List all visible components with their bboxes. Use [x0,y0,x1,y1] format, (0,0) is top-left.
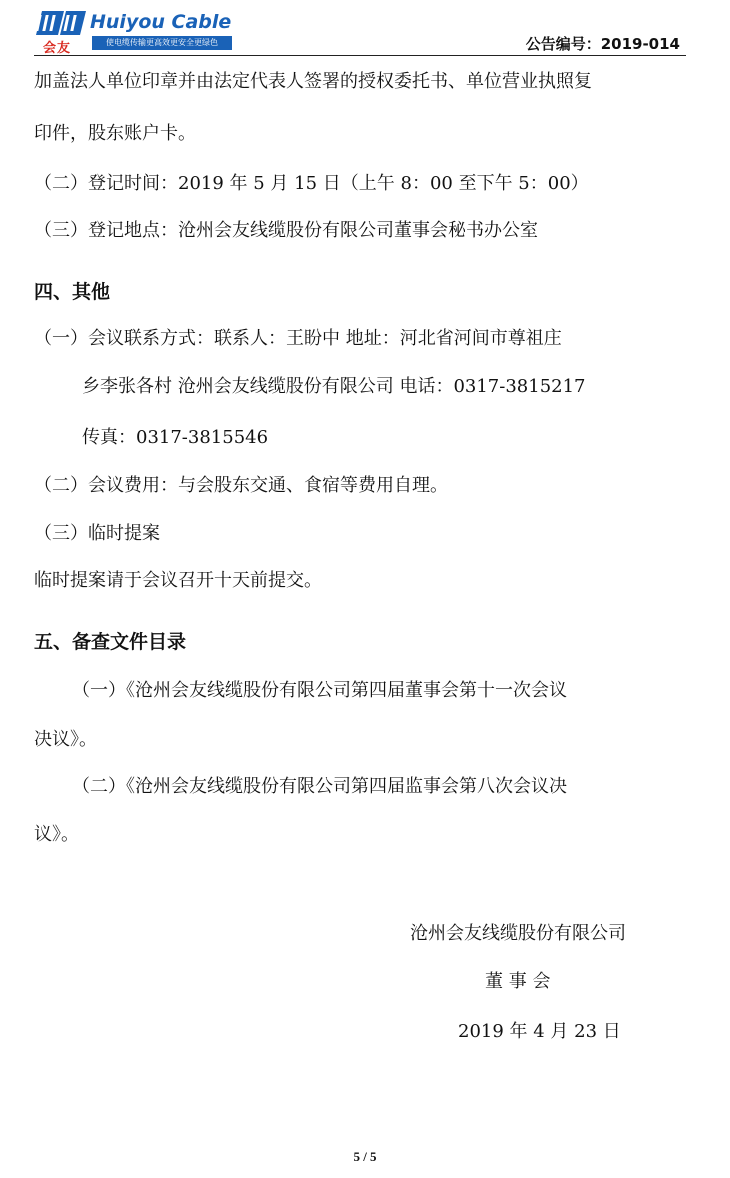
signature-board: 董 事 会 [485,971,551,992]
page-number: 5 / 5 [353,1149,377,1164]
contact-line: 乡李张各村 沧州会友线缆股份有限公司 电话：0317-3815217 [82,376,586,397]
logo-slogan: 使电缆传输更高效更安全更绿色 [92,36,232,50]
paragraph-line: 印件，股东账户卡。 [34,123,196,144]
logo-chinese-text: 会友 [42,41,71,56]
temporary-proposal-text: 临时提案请于会议召开十天前提交。 [34,570,322,591]
meeting-fees: （二）会议费用：与会股东交通、食宿等费用自理。 [34,475,448,496]
temporary-proposal-title: （三）临时提案 [34,523,160,544]
announcement-number: 公告编号：2019-014 [525,35,680,53]
signature-company: 沧州会友线缆股份有限公司 [410,923,626,944]
document-item: 决议》。 [34,729,97,750]
paragraph-line: 加盖法人单位印章并由法定代表人签署的授权委托书、单位营业执照复 [34,71,592,92]
document-item: 议》。 [34,824,79,845]
registration-place: （三）登记地点：沧州会友线缆股份有限公司董事会秘书办公室 [34,220,538,241]
section-heading-other: 四、其他 [34,281,111,303]
section-heading-documents: 五、备查文件目录 [34,631,187,653]
contact-line: 传真：0317-3815546 [82,427,269,448]
contact-line: （一）会议联系方式：联系人：王盼中 地址：河北省河间市尊祖庄 [34,328,562,349]
document-item: （二）《沧州会友线缆股份有限公司第四届监事会第八次会议决 [72,776,567,797]
signature-date: 2019 年 4 月 23 日 [458,1021,621,1042]
logo-english-text: Huiyou Cable [90,11,232,33]
document-item: （一）《沧州会友线缆股份有限公司第四届董事会第十一次会议 [72,680,567,701]
registration-time: （二）登记时间：2019 年 5 月 15 日（上午 8：00 至下午 5：00） [34,173,589,194]
